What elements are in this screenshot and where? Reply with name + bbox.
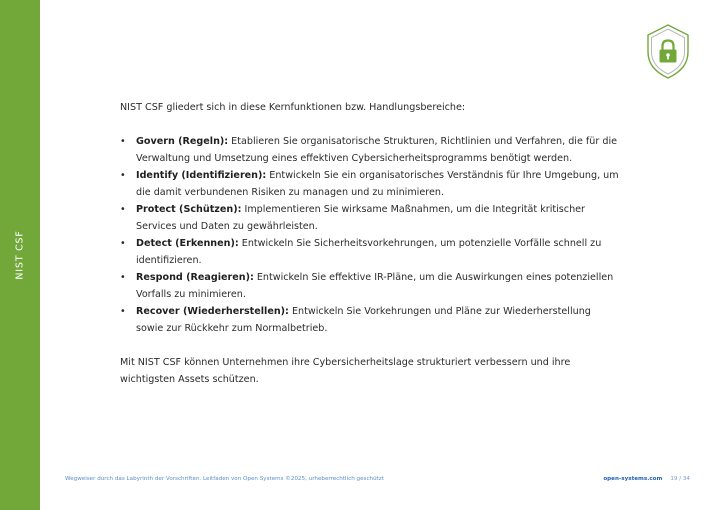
footer-copyright-text: Wegweiser durch das Labyrinth der Vorschriften. Leitfaden von Open Systems ©2025, urheberrechtlich geschützt bbox=[65, 476, 384, 482]
list-item-identify bbox=[120, 167, 620, 201]
main-content bbox=[120, 99, 620, 388]
function-description: Entwickeln Sie effektive IR-Pläne, um die Auswirkungen eines potenziellen Vorfalls zu minimieren. bbox=[136, 272, 614, 300]
function-title: Detect (Erkennen): bbox=[136, 238, 239, 249]
core-functions-list bbox=[120, 133, 620, 337]
shield-lock-icon bbox=[644, 22, 692, 80]
bullet: • bbox=[120, 272, 126, 283]
sidebar-section-label: NIST CSF bbox=[14, 230, 26, 280]
sidebar bbox=[0, 0, 40, 510]
function-description: Entwickeln Sie ein organisatorisches Verständnis für Ihre Umgebung, um die damit verbundenen Risiken zu managen und zu minimieren. bbox=[136, 170, 619, 198]
function-title: Identify (Identifizieren): bbox=[136, 170, 267, 181]
bullet: • bbox=[120, 306, 126, 317]
function-description: Entwickeln Sie Vorkehrungen und Pläne zur Wiederherstellung sowie zur Rückkehr zum Normalbetrieb. bbox=[136, 306, 591, 334]
page-number: 19 / 34 bbox=[670, 476, 690, 482]
footer-right bbox=[603, 476, 690, 482]
intro-paragraph: NIST CSF gliedert sich in diese Kernfunktionen bzw. Handlungsbereiche: bbox=[120, 102, 466, 113]
function-title: Recover (Wiederherstellen): bbox=[136, 306, 289, 317]
list-item-protect bbox=[120, 201, 620, 235]
bullet: • bbox=[120, 170, 126, 181]
list-item-respond bbox=[120, 269, 620, 303]
function-description: Etablieren Sie organisatorische Strukturen, Richtlinien und Verfahren, die für die Verwaltung und Umsetzung eines effektiven Cybersicherheitsprogramms benötigt werden. bbox=[136, 136, 618, 164]
footer bbox=[65, 474, 690, 486]
bullet: • bbox=[120, 204, 126, 215]
bullet: • bbox=[120, 136, 126, 147]
list-item-recover bbox=[120, 303, 620, 337]
function-description: Implementieren Sie wirksame Maßnahmen, um die Integrität kritischer Services und Daten zu gewährleisten. bbox=[136, 204, 586, 232]
function-title: Govern (Regeln): bbox=[136, 136, 229, 147]
footer-website-link[interactable]: open-systems.com bbox=[603, 476, 663, 482]
function-title: Protect (Schützen): bbox=[136, 204, 242, 215]
list-item-detect bbox=[120, 235, 620, 269]
bullet: • bbox=[120, 238, 126, 249]
function-description: Entwickeln Sie Sicherheitsvorkehrungen, um potenzielle Vorfälle schnell zu identifizieren. bbox=[136, 238, 602, 266]
list-item-govern bbox=[120, 133, 620, 167]
function-title: Respond (Reagieren): bbox=[136, 272, 254, 283]
outro-paragraph: Mit NIST CSF können Unternehmen ihre Cybersicherheitslage strukturiert verbessern und ihre wichtigsten Assets schützen. bbox=[120, 357, 571, 385]
